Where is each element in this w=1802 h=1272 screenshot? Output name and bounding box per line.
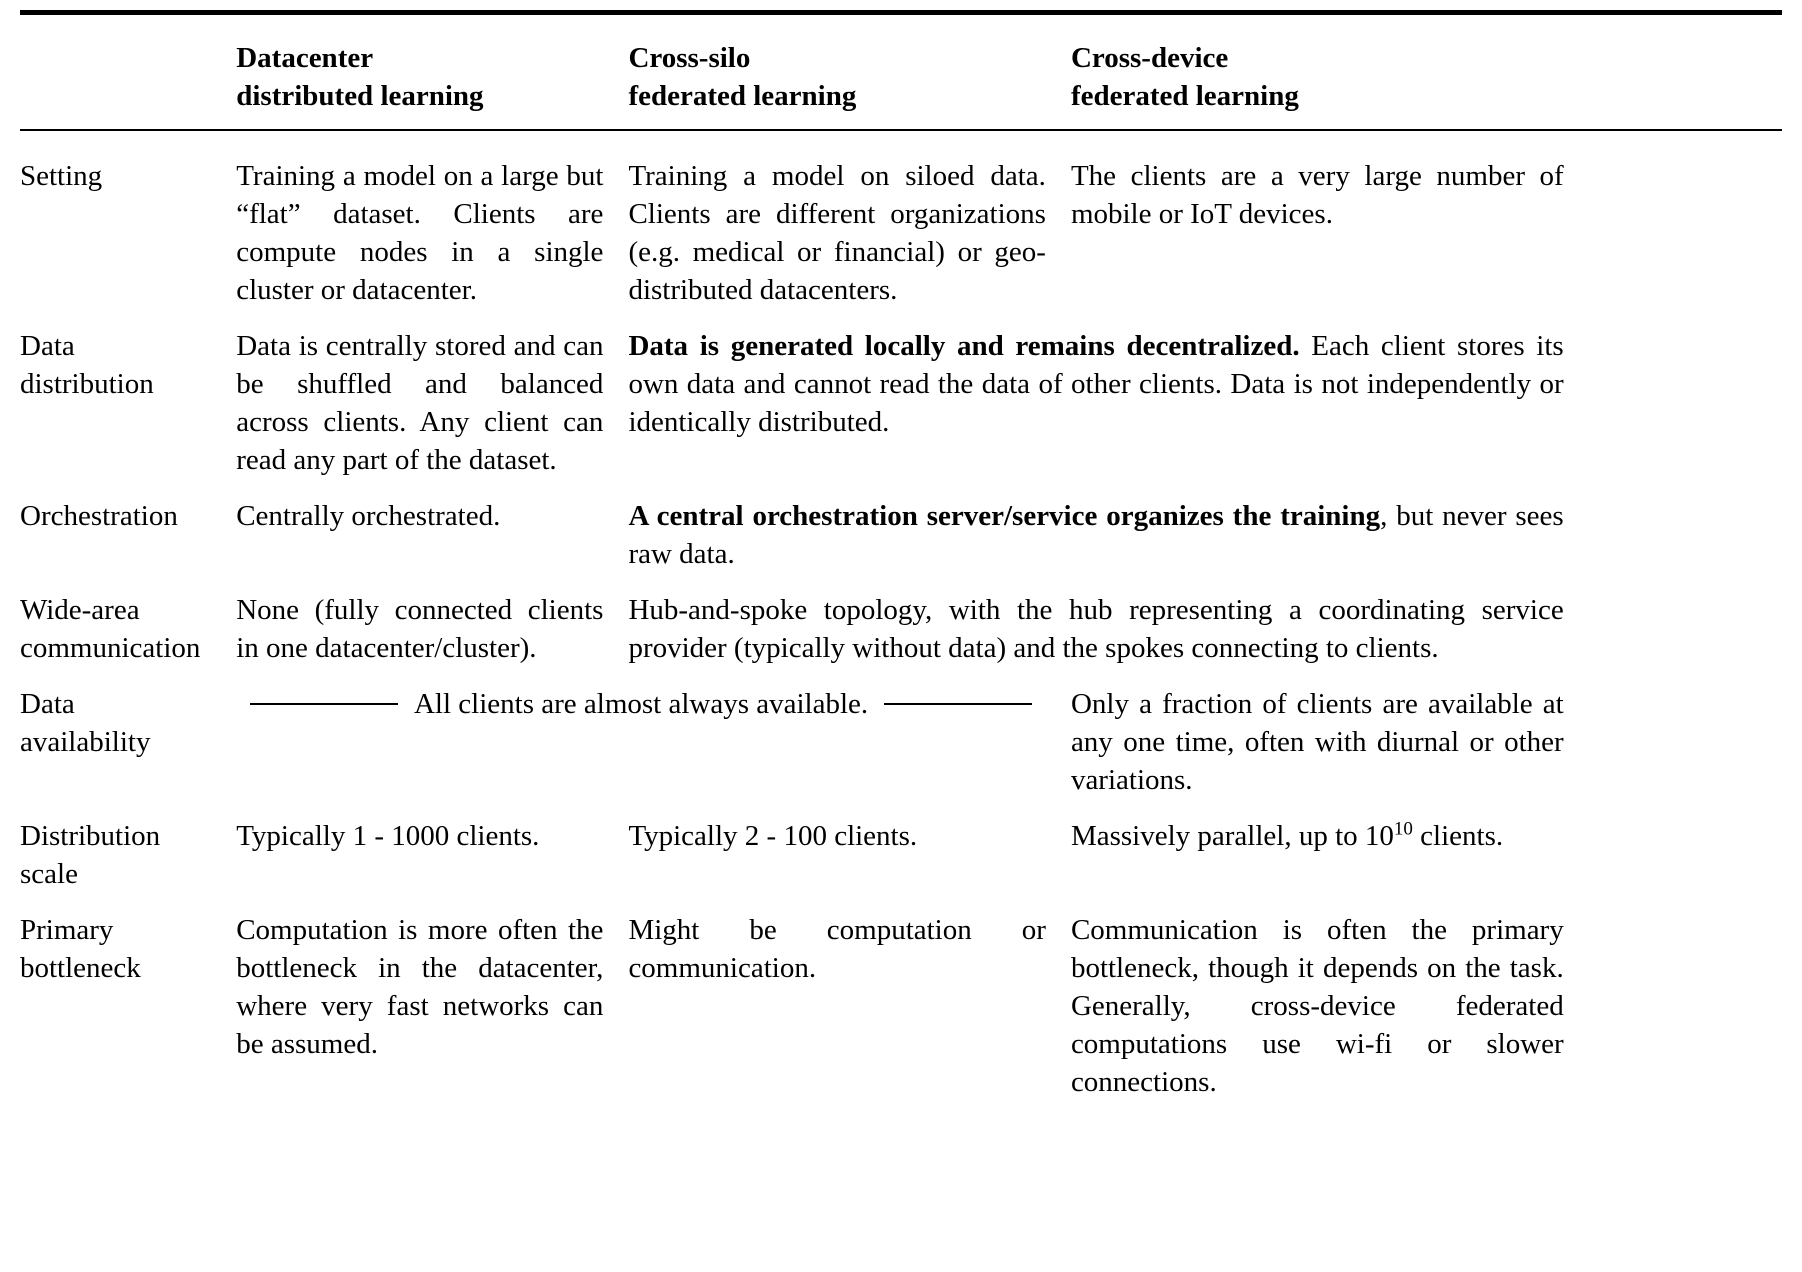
header-row [20,13,1782,131]
filler-cell [1564,573,1782,667]
row-label-distribution-scale: Distribution scale [20,820,161,890]
cell-setting-cross-silo: Training a model on siloed data. Clients are different organizations (e.g. medical or financial) or geo-distributed datacenters. [628,160,1046,306]
cell-data-distribution-shared [628,309,1563,479]
dash-rule-left [250,703,398,705]
header-filler-cell [1564,13,1782,131]
header-empty-cell [20,13,236,131]
filler-cell [1564,309,1782,479]
row-label-setting: Setting [20,160,103,192]
row-label-data-availability: Data availability [20,688,151,758]
cell-data-distribution-shared-rest: Each client stores its own data and cannot read the data of other clients. Data is not independently or identically distributed. [628,330,1564,438]
cell-data-availability-cross-device: Only a fraction of clients are available at any one time, often with diurnal or other variations. [1070,688,1564,796]
cell-primary-bottleneck-datacenter: Computation is more often the bottleneck in the datacenter, where very fast networks can be assumed. [236,914,604,1060]
header-cross-device [1071,13,1564,131]
header-cross-device-line1: Cross-device [1070,42,1229,74]
cell-data-availability-shared-text: All clients are almost always available. [413,688,869,720]
dash-rule-right [884,703,1032,705]
cell-wide-area-shared: Hub-and-spoke topology, with the hub representing a coordinating service provider (typically without data) and the spokes connecting to clients. [628,594,1564,664]
row-setting [20,130,1782,309]
cell-primary-bottleneck-cross-device: Communication is often the primary bottleneck, though it depends on the task. Generally, cross-device federated computations use wi-fi or slower connections. [1070,914,1564,1098]
cell-primary-bottleneck-cross-silo: Might be computation or communication. [628,914,1046,984]
cell-wide-area-datacenter: None (fully connected clients in one datacenter/cluster). [236,594,604,664]
header-cross-silo-line1: Cross-silo [628,42,751,74]
row-label-primary-bottleneck: Primary bottleneck [20,914,141,984]
header-datacenter-line1: Datacenter [236,42,374,74]
header-datacenter [236,13,628,131]
filler-cell [1564,130,1782,309]
table-header [20,13,1782,131]
row-wide-area-communication [20,573,1782,667]
cell-setting-cross-device: The clients are a very large number of mobile or IoT devices. [1070,160,1564,230]
cell-orchestration-shared-bold: A central orchestration server/service organizes the training [628,500,1381,532]
cell-data-distribution-shared-bold: Data is generated locally and remains decentralized. [628,330,1300,362]
row-data-availability [20,667,1782,799]
header-cross-silo-line2: federated learning [628,80,857,112]
row-primary-bottleneck [20,893,1782,1101]
header-cross-silo [628,13,1071,131]
cell-distribution-scale-cross-device [1071,799,1564,893]
filler-cell [1564,893,1782,1101]
filler-cell [1564,479,1782,573]
table-body [20,130,1782,1101]
header-cross-device-line2: federated learning [1070,80,1299,112]
row-orchestration [20,479,1782,573]
cell-distribution-scale-post: clients. [1412,820,1504,852]
cell-data-distribution-datacenter: Data is centrally stored and can be shuffled and balanced across clients. Any client can read any part of the dataset. [236,330,604,476]
row-label-wide-area-communication: Wide-area communication [20,594,201,664]
cell-data-availability-shared [236,667,1071,799]
row-label-data-distribution: Data distribution [20,330,154,400]
header-datacenter-line2: distributed learning [236,80,484,112]
cell-distribution-scale-pre: Massively parallel, up to 10 [1070,820,1394,852]
cell-distribution-scale-cross-silo: Typically 2 - 100 clients. [628,820,918,852]
cell-distribution-scale-datacenter: Typically 1 - 1000 clients. [236,820,540,852]
filler-cell [1564,799,1782,893]
cell-orchestration-shared-rest: , but never sees raw data. [628,500,1564,570]
row-distribution-scale [20,799,1782,893]
cell-orchestration-datacenter: Centrally orchestrated. [236,500,501,532]
row-data-distribution [20,309,1782,479]
dash-line-group [236,685,1046,723]
cell-setting-datacenter: Training a model on a large but “flat” dataset. Clients are compute nodes in a single cluster or datacenter. [236,160,604,306]
comparison-table [20,10,1782,1101]
cell-orchestration-shared [628,479,1563,573]
row-label-orchestration: Orchestration [20,500,178,532]
filler-cell [1564,667,1782,799]
exponent-ten: 10 [1393,818,1413,840]
